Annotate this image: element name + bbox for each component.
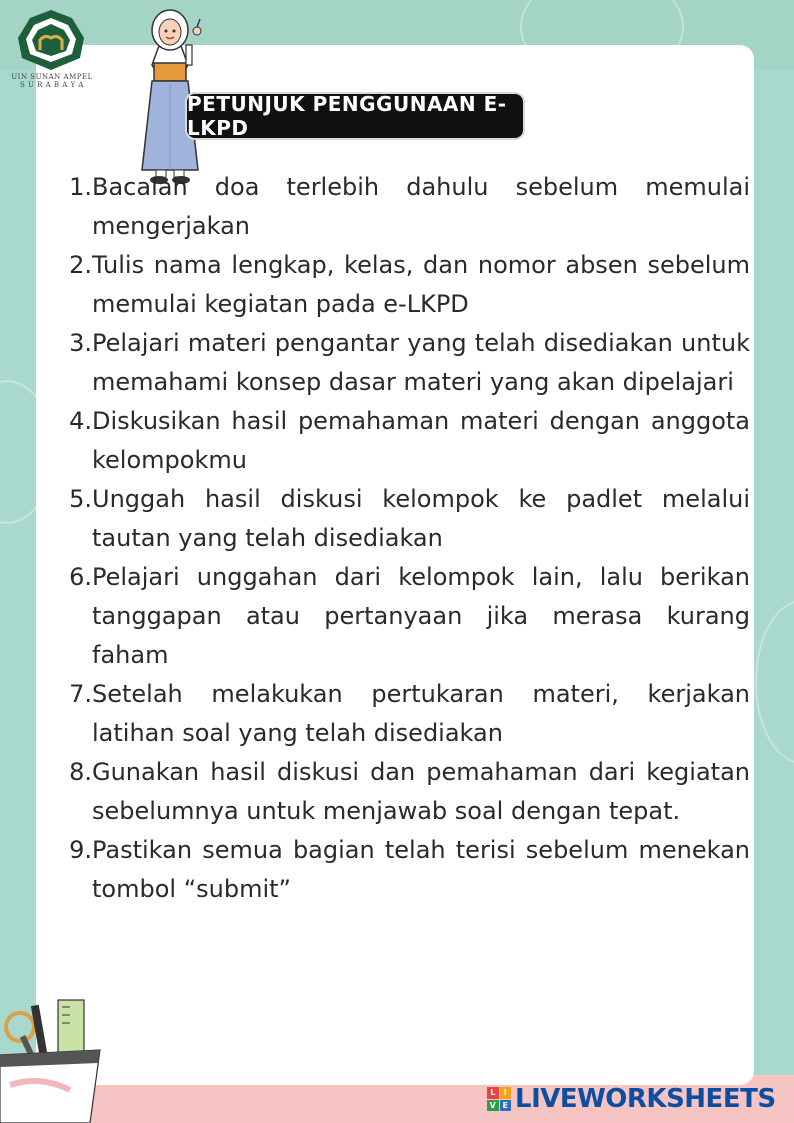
step-number: 3. xyxy=(69,329,92,357)
step-text: Setelah melakukan pertukaran materi, kerjakan latihan soal yang telah disediakan xyxy=(92,680,750,747)
step-text: Pastikan semua bagian telah terisi sebelum menekan tombol “submit” xyxy=(92,836,750,903)
list-item xyxy=(60,558,750,675)
list-item xyxy=(60,480,750,558)
background-doodle xyxy=(755,600,794,764)
liveworksheets-logo-icon xyxy=(487,1087,511,1111)
logo-text-line2: S U R A B A Y A xyxy=(20,81,84,89)
title-banner xyxy=(185,92,525,140)
list-item xyxy=(60,324,750,402)
list-item xyxy=(60,675,750,753)
step-number: 5. xyxy=(69,485,92,513)
step-number: 9. xyxy=(69,836,92,864)
list-item xyxy=(60,402,750,480)
step-number: 6. xyxy=(69,563,92,591)
logo-text-line1: UIN SUNAN AMPEL xyxy=(11,73,93,81)
page-title: PETUNJUK PENGGUNAAN E-LKPD xyxy=(187,92,507,140)
step-text: Pelajari materi pengantar yang telah disediakan untuk memahami konsep dasar materi yang akan dipelajari xyxy=(92,329,750,396)
step-number: 7. xyxy=(69,680,92,708)
step-number: 2. xyxy=(69,251,92,279)
liveworksheets-watermark xyxy=(487,1084,776,1114)
badge-letter: V xyxy=(487,1100,499,1112)
liveworksheets-text: LIVEWORKSHEETS xyxy=(515,1084,776,1114)
list-item xyxy=(60,246,750,324)
list-item xyxy=(60,168,750,246)
step-text: Unggah hasil diskusi kelompok ke padlet melalui tautan yang telah disediakan xyxy=(92,485,750,552)
step-text: Pelajari unggahan dari kelompok lain, lalu berikan tanggapan atau pertanyaan jika merasa kurang faham xyxy=(92,563,750,669)
step-number: 8. xyxy=(69,758,92,786)
badge-letter: I xyxy=(500,1087,512,1099)
badge-letter: L xyxy=(487,1087,499,1099)
step-text: Gunakan hasil diskusi dan pemahaman dari kegiatan sebelumnya untuk menjawab soal dengan tepat. xyxy=(92,758,750,825)
step-text: Bacalah doa terlebih dahulu sebelum memulai mengerjakan xyxy=(92,173,750,240)
step-text: Tulis nama lengkap, kelas, dan nomor absen sebelum memulai kegiatan pada e-LKPD xyxy=(92,251,750,318)
logo-caption xyxy=(8,73,96,89)
instruction-list xyxy=(60,168,750,909)
list-item xyxy=(60,753,750,831)
step-number: 4. xyxy=(69,407,92,435)
step-text: Diskusikan hasil pemahaman materi dengan anggota kelompokmu xyxy=(92,407,750,474)
step-number: 1. xyxy=(69,173,92,201)
list-item xyxy=(60,831,750,909)
badge-letter: E xyxy=(500,1100,512,1112)
stationery-decoration xyxy=(0,995,110,1123)
